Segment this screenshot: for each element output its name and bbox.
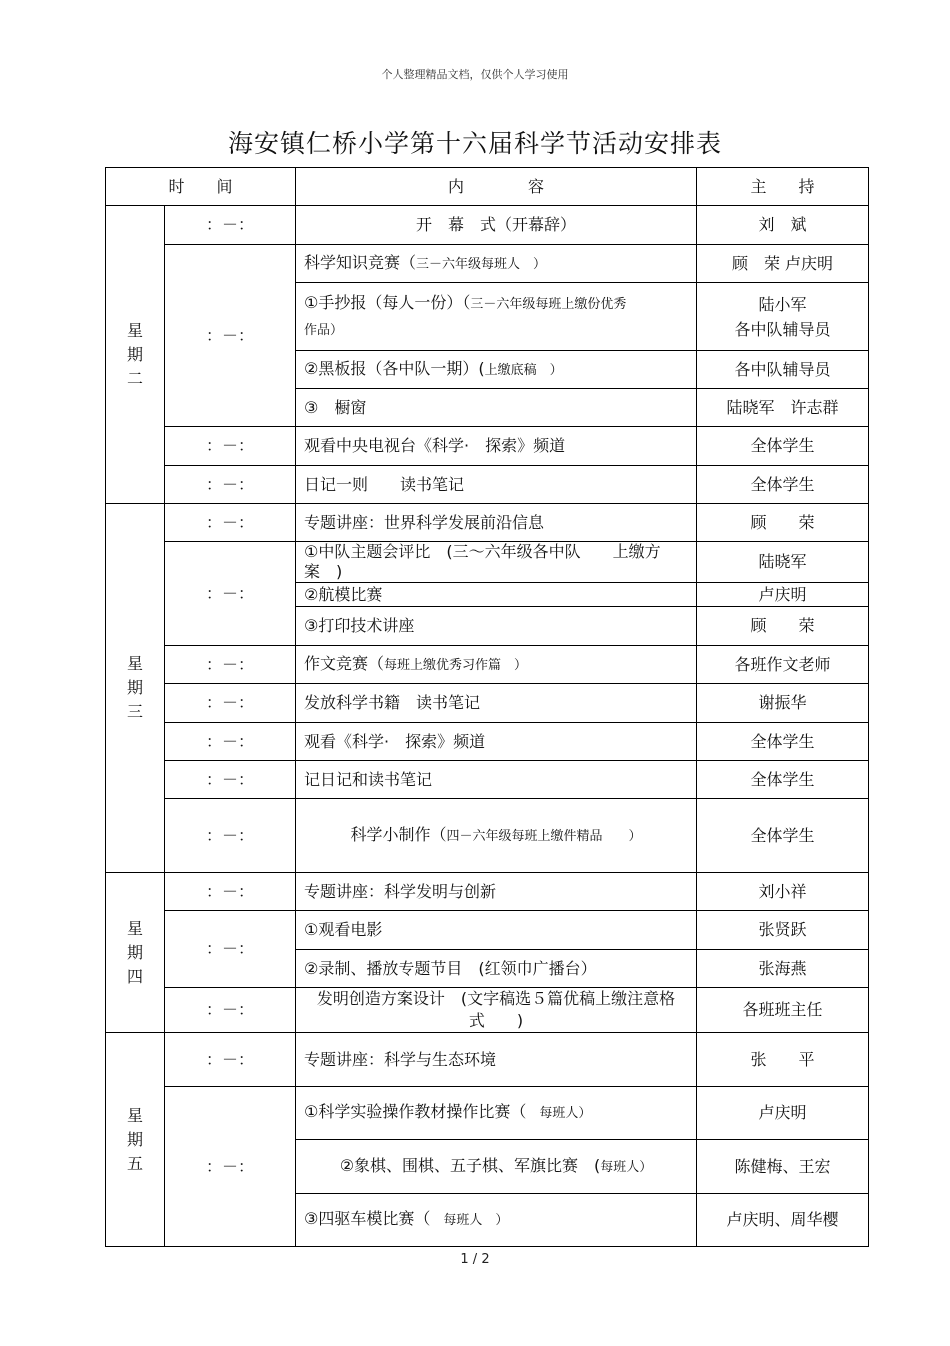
table-row bbox=[106, 1033, 869, 1087]
time-cell: ：－： bbox=[165, 206, 296, 245]
time-cell: ：－： bbox=[165, 988, 296, 1033]
page-number: 1 / 2 bbox=[460, 1252, 490, 1267]
content-cell: 专题讲座：科学发明与创新 bbox=[296, 873, 697, 911]
table-row bbox=[106, 206, 869, 245]
content-cell: ①科学实验操作教材操作比赛（ 每班人） bbox=[296, 1087, 697, 1140]
header-time: 时 间 bbox=[106, 168, 296, 206]
day-label-thu: 星期四 bbox=[106, 873, 165, 1033]
content-cell: 观看《科学· 探索》频道 bbox=[296, 723, 697, 761]
content-cell: ③打印技术讲座 bbox=[296, 607, 697, 646]
time-cell: ：－： bbox=[165, 646, 296, 684]
day-label-tue: 星期二 bbox=[106, 206, 165, 504]
host-cell: 张海燕 bbox=[697, 950, 869, 988]
table-row bbox=[106, 761, 869, 799]
content-cell: 记日记和读书笔记 bbox=[296, 761, 697, 799]
host-cell: 顾 荣 卢庆明 bbox=[697, 245, 869, 283]
time-cell: ：－： bbox=[165, 684, 296, 723]
time-cell: ：－： bbox=[165, 873, 296, 911]
host-cell: 卢庆明、周华樱 bbox=[697, 1194, 869, 1247]
time-cell: ：－： bbox=[165, 245, 296, 427]
host-cell: 全体学生 bbox=[697, 723, 869, 761]
table-row bbox=[106, 542, 869, 583]
host-cell: 全体学生 bbox=[697, 466, 869, 504]
content-cell: 开 幕 式（开幕辞） bbox=[296, 206, 697, 245]
content-cell: ③ 橱窗 bbox=[296, 389, 697, 427]
table-row bbox=[106, 504, 869, 542]
table-row bbox=[106, 723, 869, 761]
content-cell: 科学知识竞赛（三－六年级每班人 ） bbox=[296, 245, 697, 283]
content-cell: 观看中央电视台《科学· 探索》频道 bbox=[296, 427, 697, 466]
header-note: 个人整理精品文档，仅供个人学习使用 bbox=[381, 68, 569, 81]
host-cell: 全体学生 bbox=[697, 761, 869, 799]
time-cell: ：－： bbox=[165, 504, 296, 542]
day-label-fri: 星期五 bbox=[106, 1033, 165, 1247]
table-row bbox=[106, 466, 869, 504]
host-cell: 卢庆明 bbox=[697, 583, 869, 607]
time-cell: ：－： bbox=[165, 911, 296, 988]
table-row bbox=[106, 911, 869, 950]
host-cell: 各班作文老师 bbox=[697, 646, 869, 684]
host-cell: 全体学生 bbox=[697, 799, 869, 873]
time-cell: ：－： bbox=[165, 427, 296, 466]
table-header-row bbox=[106, 168, 869, 206]
host-cell: 顾 荣 bbox=[697, 607, 869, 646]
host-cell: 卢庆明 bbox=[697, 1087, 869, 1140]
table-row bbox=[106, 427, 869, 466]
host-cell: 全体学生 bbox=[697, 427, 869, 466]
table-row bbox=[106, 1087, 869, 1140]
host-cell: 陆晓军 许志群 bbox=[697, 389, 869, 427]
time-cell: ：－： bbox=[165, 466, 296, 504]
content-cell: ①手抄报（每人一份）（三－六年级每班上缴份优秀 作品） bbox=[296, 283, 697, 351]
time-cell: ：－： bbox=[165, 1033, 296, 1087]
table-row bbox=[106, 988, 869, 1033]
time-cell: ：－： bbox=[165, 761, 296, 799]
schedule-table bbox=[105, 167, 869, 1247]
content-cell: 科学小制作（四－六年级每班上缴件精品 ） bbox=[296, 799, 697, 873]
content-cell: 发放科学书籍 读书笔记 bbox=[296, 684, 697, 723]
host-cell: 顾 荣 bbox=[697, 504, 869, 542]
host-cell: 陆晓军 bbox=[697, 542, 869, 583]
time-cell: ：－： bbox=[165, 1087, 296, 1247]
content-cell: 专题讲座：科学与生态环境 bbox=[296, 1033, 697, 1087]
page-title: 海安镇仁桥小学第十六届科学节活动安排表 bbox=[227, 129, 722, 158]
content-cell: ①观看电影 bbox=[296, 911, 697, 950]
host-cell: 陆小军 各中队辅导员 bbox=[697, 283, 869, 351]
header-content: 内 容 bbox=[296, 168, 697, 206]
time-cell: ：－： bbox=[165, 542, 296, 646]
header-host: 主 持 bbox=[697, 168, 869, 206]
content-cell: ②航模比赛 bbox=[296, 583, 697, 607]
content-cell: 日记一则 读书笔记 bbox=[296, 466, 697, 504]
table-row bbox=[106, 799, 869, 873]
content-cell: ②黑板报（各中队一期）(上缴底稿 ） bbox=[296, 351, 697, 389]
table-row bbox=[106, 873, 869, 911]
host-cell: 刘小祥 bbox=[697, 873, 869, 911]
host-cell: 刘 斌 bbox=[697, 206, 869, 245]
content-cell: 作文竞赛（每班上缴优秀习作篇 ） bbox=[296, 646, 697, 684]
host-cell: 陈健梅、王宏 bbox=[697, 1140, 869, 1194]
content-cell: ①中队主题会评比 (三～六年级各中队 上缴方案 ) bbox=[296, 542, 697, 583]
content-cell: ②象棋、围棋、五子棋、军旗比赛 (每班人） bbox=[296, 1140, 697, 1194]
table-row bbox=[106, 245, 869, 283]
time-cell: ：－： bbox=[165, 723, 296, 761]
table-row bbox=[106, 646, 869, 684]
host-cell: 谢振华 bbox=[697, 684, 869, 723]
table-row bbox=[106, 684, 869, 723]
content-cell: ②录制、播放专题节目 (红领巾广播台） bbox=[296, 950, 697, 988]
host-cell: 张 平 bbox=[697, 1033, 869, 1087]
content-cell: 专题讲座：世界科学发展前沿信息 bbox=[296, 504, 697, 542]
host-cell: 各班班主任 bbox=[697, 988, 869, 1033]
content-cell: ③四驱车模比赛（ 每班人 ） bbox=[296, 1194, 697, 1247]
day-label-wed: 星期三 bbox=[106, 504, 165, 873]
host-cell: 张贤跃 bbox=[697, 911, 869, 950]
time-cell: ：－： bbox=[165, 799, 296, 873]
content-cell: 发明创造方案设计 (文字稿选５篇优稿上缴注意格式 ) bbox=[296, 988, 697, 1033]
host-cell: 各中队辅导员 bbox=[697, 351, 869, 389]
